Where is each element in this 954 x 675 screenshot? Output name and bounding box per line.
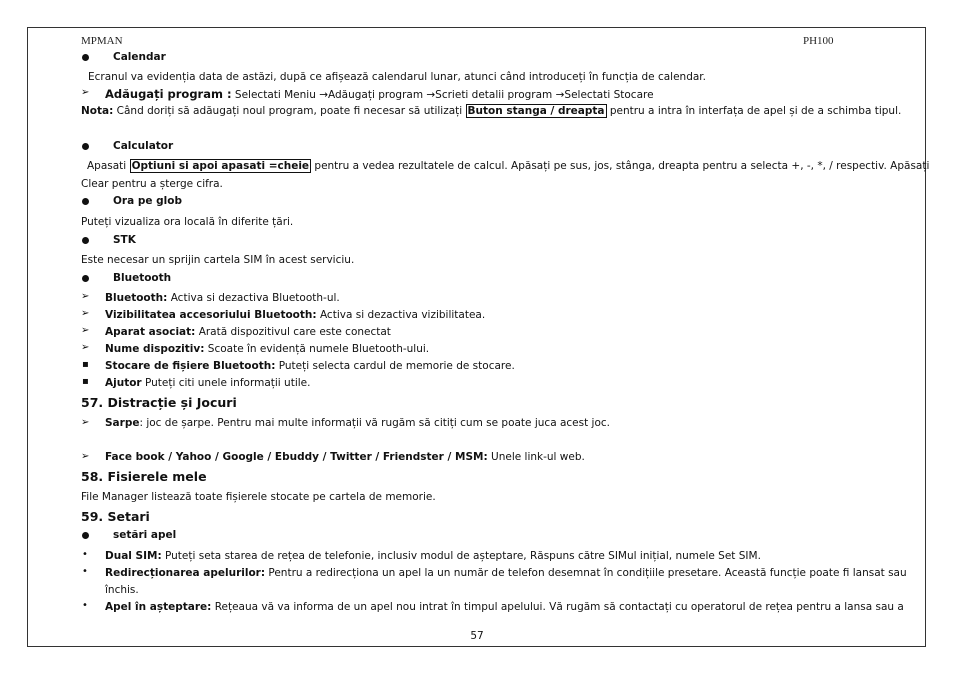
calendar-add-label: Adăugați program :: [105, 87, 232, 101]
section-heading-57: 57. Distracție și Jocuri: [81, 395, 237, 410]
item-text: Activa si dezactiva Bluetooth-ul.: [170, 292, 340, 304]
settings-item-cont: închis.: [105, 584, 139, 596]
note-button-box: Buton stanga / dreapta: [467, 105, 605, 117]
item-label: Ajutor: [105, 377, 142, 389]
bluetooth-item: [105, 325, 914, 339]
item-label: Redirecționarea apelurilor:: [105, 567, 266, 579]
calendar-note: [81, 104, 914, 118]
section-heading-59: 59. Setari: [81, 509, 150, 524]
item-label: Stocare de fișiere Bluetooth:: [105, 360, 276, 372]
arrow-bullet-icon: ➢: [81, 291, 90, 302]
settings-item: [105, 566, 914, 580]
note-post: pentru a intra în interfața de apel și de a schimba tipul.: [609, 105, 902, 117]
item-text: Arată dispozitivul care este conectat: [198, 326, 391, 338]
arrow-bullet-icon: ➢: [81, 342, 90, 353]
calculator-line2: Clear pentru a șterge cifra.: [81, 178, 223, 190]
item-text: Puteți selecta cardul de memorie de stocare.: [278, 360, 515, 372]
bluetooth-title: Bluetooth: [113, 272, 172, 284]
small-bullet-icon: •: [82, 566, 88, 577]
item-label: Bluetooth:: [105, 292, 168, 304]
small-bullet-icon: •: [82, 600, 88, 611]
files-desc: File Manager listează toate fișierele stocate pe cartela de memorie.: [81, 491, 436, 503]
bluetooth-item: [105, 291, 914, 305]
item-label: Aparat asociat:: [105, 326, 196, 338]
stk-title: STK: [113, 234, 136, 246]
games-item: [105, 450, 914, 464]
calendar-add-line: [105, 87, 914, 102]
calculator-desc: [87, 159, 930, 173]
calculator-title: Calculator: [113, 140, 174, 152]
note-pre: Când doriți să adăugați noul program, poate fi necesar să utilizați: [116, 105, 463, 117]
arrow-bullet-icon: ➢: [81, 417, 90, 428]
bluetooth-item: [105, 342, 914, 356]
bluetooth-item: [105, 359, 914, 373]
small-bullet-icon: •: [82, 549, 88, 560]
bullet-dot: [82, 275, 89, 282]
settings-sub-title: setări apel: [113, 529, 177, 541]
item-text: Unele link-ul web.: [491, 451, 585, 463]
bullet-dot: [82, 54, 89, 61]
square-bullet-icon: ▪: [82, 359, 89, 370]
item-label: Face book / Yahoo / Google / Ebuddy / Twitter / Friendster / MSM:: [105, 451, 488, 463]
bullet-dot: [82, 198, 89, 205]
header-model: PH100: [803, 35, 834, 47]
stk-desc: Este necesar un sprijin cartela SIM în acest serviciu.: [81, 254, 355, 266]
arrow-bullet-icon: ➢: [81, 87, 90, 98]
worldclock-title: Ora pe glob: [113, 195, 182, 207]
item-label: Sarpe: [105, 417, 140, 429]
bluetooth-item: [105, 376, 914, 390]
bullet-dot: [82, 532, 89, 539]
worldclock-desc: Puteți vizualiza ora locală în diferite țări.: [81, 216, 294, 228]
item-label: Vizibilitatea accesoriului Bluetooth:: [105, 309, 317, 321]
arrow-bullet-icon: ➢: [81, 308, 90, 319]
item-label: Apel în așteptare:: [105, 601, 212, 613]
calculator-box: Optiuni si apoi apasati =cheie: [131, 160, 310, 172]
page-number: 57: [470, 630, 484, 642]
calendar-add-path: Selectati Meniu →Adăugați program →Scrieti detalii program →Selectati Stocare: [234, 89, 654, 101]
section-heading-58: 58. Fisierele mele: [81, 469, 207, 484]
settings-item: [105, 549, 914, 563]
calculator-pre: Apasati: [87, 160, 127, 172]
bluetooth-item: [105, 308, 914, 322]
item-text: Activa si dezactiva vizibilitatea.: [319, 309, 486, 321]
calendar-desc: Ecranul va evidenția data de astăzi, după ce afișează calendarul lunar, atunci când introduceți în funcția de calendar.: [88, 71, 707, 83]
header-brand: MPMAN: [81, 35, 123, 47]
calculator-post: pentru a vedea rezultatele de calcul. Apăsați pe sus, jos, stânga, dreapta pentru a selecta +, -, *, / respectiv. Apăsați: [314, 160, 930, 172]
item-label: Dual SIM:: [105, 550, 162, 562]
item-text: : joc de șarpe. Pentru mai multe informații vă rugăm să citiți cum se poate juca acest joc.: [139, 417, 611, 429]
calendar-title: Calendar: [113, 51, 166, 63]
item-text: Scoate în evidență numele Bluetooth-ului.: [207, 343, 430, 355]
bullet-dot: [82, 143, 89, 150]
settings-item: [105, 600, 914, 614]
arrow-bullet-icon: ➢: [81, 451, 90, 462]
item-text: Pentru a redirecționa un apel la un număr de telefon desemnat în condițiile presetare. Această funcție poate fi lansat sau: [268, 567, 907, 579]
item-text: Puteți seta starea de rețea de telefonie, inclusiv modul de așteptare, Răspuns către SIMul inițial, numele Set SIM.: [165, 550, 761, 562]
item-label: Nume dispozitiv:: [105, 343, 205, 355]
bullet-dot: [82, 237, 89, 244]
note-label: Nota:: [81, 105, 114, 117]
item-text: Puteți citi unele informații utile.: [144, 377, 311, 389]
games-item: [105, 416, 914, 430]
square-bullet-icon: ▪: [82, 376, 89, 387]
item-text: Rețeaua vă va informa de un apel nou intrat în timpul apelului. Vă rugăm să contactați cu operatorul de rețea pentru a lansa sau a: [214, 601, 904, 613]
arrow-bullet-icon: ➢: [81, 325, 90, 336]
